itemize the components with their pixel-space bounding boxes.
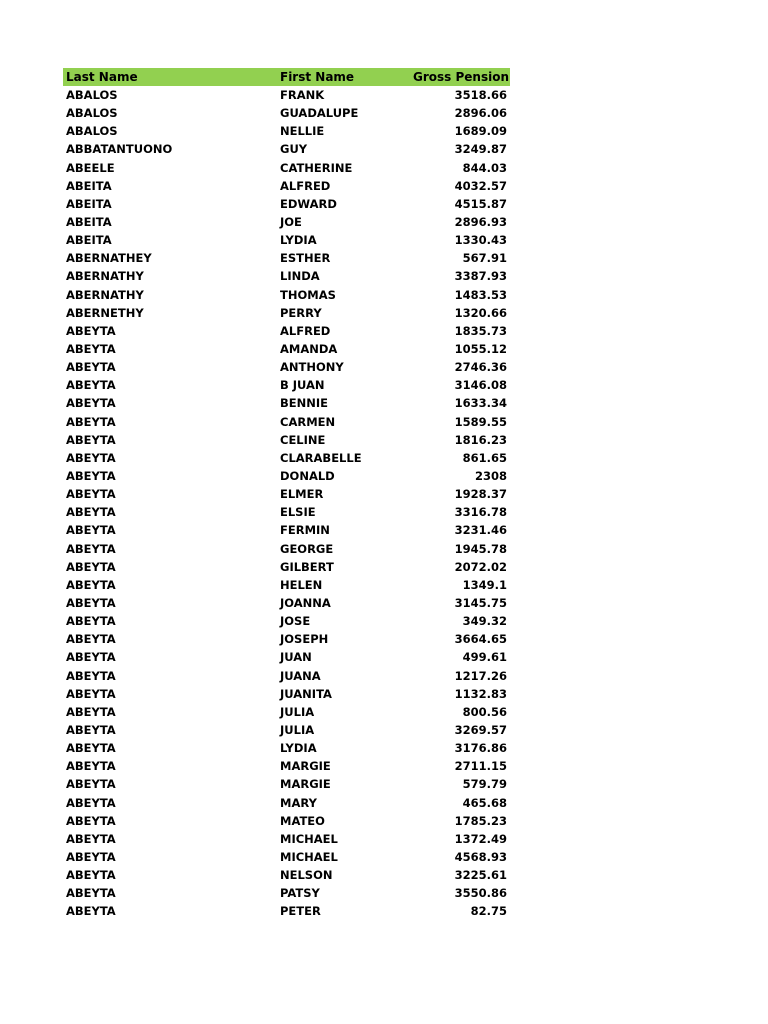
table-row	[63, 376, 510, 394]
gross-pension-cell: 2896.93	[454, 215, 507, 230]
table-row	[63, 394, 510, 412]
gross-pension-cell: 4515.87	[454, 196, 507, 211]
table-row	[63, 703, 510, 721]
last-name-cell: ABEITA	[66, 178, 112, 193]
last-name-cell: ABEYTA	[66, 904, 116, 919]
table-row	[63, 793, 510, 811]
gross-pension-cell: 2072.02	[454, 559, 507, 574]
first-name-cell: JULIA	[280, 704, 315, 719]
first-name-cell: JOSE	[280, 614, 311, 629]
last-name-cell: ABEYTA	[66, 360, 116, 375]
table-row	[63, 267, 510, 285]
first-name-cell: ESTHER	[280, 251, 331, 266]
gross-pension-cell: 499.61	[462, 650, 507, 665]
gross-pension-cell: 844.03	[462, 160, 507, 175]
first-name-cell: HELEN	[280, 577, 323, 592]
gross-pension-cell: 4032.57	[454, 178, 507, 193]
table-row	[63, 667, 510, 685]
first-name-cell: GUY	[280, 142, 308, 157]
first-name-cell: MARY	[280, 795, 317, 810]
table-row	[63, 159, 510, 177]
table-row	[63, 812, 510, 830]
first-name-cell: NELSON	[280, 868, 333, 883]
first-name-cell: GILBERT	[280, 559, 334, 574]
first-name-cell: PATSY	[280, 886, 320, 901]
first-name-cell: EDWARD	[280, 196, 337, 211]
last-name-cell: ABEYTA	[66, 831, 116, 846]
table-row	[63, 322, 510, 340]
last-name-cell: ABEYTA	[66, 686, 116, 701]
gross-pension-cell: 1589.55	[454, 414, 507, 429]
gross-pension-cell: 1689.09	[454, 124, 507, 139]
first-name-cell: CATHERINE	[280, 160, 353, 175]
gross-pension-cell: 3518.66	[454, 88, 507, 103]
last-name-cell: ABEITA	[66, 196, 112, 211]
first-name-cell: ANTHONY	[280, 360, 344, 375]
gross-pension-cell: 1349.1	[462, 577, 507, 592]
last-name-cell: ABERNETHY	[66, 305, 144, 320]
table-row	[63, 231, 510, 249]
first-name-cell: JOANNA	[280, 596, 331, 610]
gross-pension-cell: 3176.86	[454, 741, 507, 756]
first-name-cell: FRANK	[280, 88, 325, 103]
last-name-cell: ABEYTA	[66, 559, 116, 574]
first-name-cell: PETER	[280, 904, 321, 919]
table-row	[63, 576, 510, 594]
first-name-cell: FERMIN	[280, 523, 330, 538]
table-row	[63, 140, 510, 158]
table-row	[63, 630, 510, 648]
last-name-cell: ABEYTA	[66, 323, 116, 338]
gross-pension-cell: 3249.87	[454, 142, 507, 157]
last-name-cell: ABALOS	[66, 124, 118, 139]
gross-pension-cell: 1132.83	[454, 686, 507, 701]
gross-pension-cell: 3145.75	[454, 596, 507, 610]
gross-pension-cell: 3316.78	[454, 505, 507, 520]
first-name-cell: JULIA	[280, 722, 315, 737]
table-header-row	[63, 68, 510, 86]
last-name-cell: ABEYTA	[66, 414, 116, 429]
last-name-cell: ABEYTA	[66, 849, 116, 864]
first-name-cell: ALFRED	[280, 323, 331, 338]
gross-pension-cell: 3231.46	[454, 523, 507, 538]
first-name-cell: LYDIA	[280, 741, 317, 756]
last-name-cell: ABBATANTUONO	[66, 142, 173, 157]
first-name-cell: B JUAN	[280, 378, 325, 393]
gross-pension-cell: 861.65	[462, 450, 507, 465]
table-row	[63, 775, 510, 793]
last-name-cell: ABEYTA	[66, 668, 116, 683]
table-row	[63, 503, 510, 521]
last-name-cell: ABEYTA	[66, 886, 116, 901]
last-name-cell: ABEYTA	[66, 741, 116, 756]
gross-pension-cell: 3387.93	[454, 269, 507, 284]
last-name-cell: ABEYTA	[66, 614, 116, 629]
last-name-cell: ABEYTA	[66, 868, 116, 883]
header-last-name: Last Name	[66, 70, 138, 84]
table-row	[63, 848, 510, 866]
last-name-cell: ABEITA	[66, 215, 112, 230]
last-name-cell: ABEYTA	[66, 596, 116, 610]
gross-pension-cell: 2746.36	[454, 360, 507, 375]
table-row	[63, 431, 510, 449]
first-name-cell: DONALD	[280, 469, 335, 484]
table-row	[63, 249, 510, 267]
last-name-cell: ABEYTA	[66, 505, 116, 520]
table-row	[63, 86, 510, 104]
table-row	[63, 485, 510, 503]
first-name-cell: CLARABELLE	[280, 450, 362, 465]
gross-pension-cell: 3664.65	[454, 632, 507, 647]
last-name-cell: ABEYTA	[66, 342, 116, 357]
gross-pension-cell: 1945.78	[454, 541, 507, 556]
first-name-cell: MICHAEL	[280, 849, 338, 864]
gross-pension-cell: 465.68	[462, 795, 507, 810]
last-name-cell: ABERNATHY	[66, 287, 144, 302]
gross-pension-cell: 3225.61	[454, 868, 507, 883]
gross-pension-cell: 1330.43	[454, 233, 507, 248]
last-name-cell: ABEYTA	[66, 469, 116, 484]
last-name-cell: ABEITA	[66, 233, 112, 248]
last-name-cell: ABEELE	[66, 160, 115, 175]
gross-pension-cell: 1372.49	[454, 831, 507, 846]
gross-pension-cell: 1928.37	[454, 487, 507, 502]
first-name-cell: GUADALUPE	[280, 106, 359, 121]
last-name-cell: ABEYTA	[66, 704, 116, 719]
last-name-cell: ABEYTA	[66, 541, 116, 556]
last-name-cell: ABEYTA	[66, 795, 116, 810]
first-name-cell: JUAN	[280, 650, 312, 665]
last-name-cell: ABEYTA	[66, 450, 116, 465]
table-row	[63, 122, 510, 140]
first-name-cell: MICHAEL	[280, 831, 338, 846]
last-name-cell: ABEYTA	[66, 396, 116, 411]
last-name-cell: ABEYTA	[66, 487, 116, 502]
first-name-cell: LYDIA	[280, 233, 317, 248]
gross-pension-cell: 1217.26	[454, 668, 507, 683]
last-name-cell: ABALOS	[66, 106, 118, 121]
gross-pension-cell: 3550.86	[454, 886, 507, 901]
table-body	[63, 86, 510, 920]
gross-pension-cell: 1633.34	[454, 396, 507, 411]
gross-pension-cell: 1816.23	[454, 432, 507, 447]
first-name-cell: PERRY	[280, 305, 322, 320]
last-name-cell: ABEYTA	[66, 632, 116, 647]
table-row	[63, 521, 510, 539]
gross-pension-cell: 2308	[474, 469, 507, 484]
table-row	[63, 558, 510, 576]
first-name-cell: LINDA	[280, 269, 320, 284]
table-row	[63, 685, 510, 703]
gross-pension-cell: 3269.57	[454, 722, 507, 737]
table-row	[63, 449, 510, 467]
last-name-cell: ABEYTA	[66, 523, 116, 538]
gross-pension-cell: 82.75	[470, 904, 507, 919]
table-row	[63, 902, 510, 920]
table-row	[63, 177, 510, 195]
table-row	[63, 739, 510, 757]
header-first-name: First Name	[280, 70, 355, 84]
table-row	[63, 358, 510, 376]
first-name-cell: MARGIE	[280, 759, 331, 774]
gross-pension-cell: 1483.53	[454, 287, 507, 302]
table-row	[63, 467, 510, 485]
gross-pension-cell: 2711.15	[454, 759, 507, 774]
first-name-cell: JOE	[280, 215, 302, 230]
first-name-cell: ALFRED	[280, 178, 331, 193]
table-row	[63, 195, 510, 213]
first-name-cell: MATEO	[280, 813, 325, 828]
last-name-cell: ABERNATHY	[66, 269, 144, 284]
gross-pension-cell: 1785.23	[454, 813, 507, 828]
last-name-cell: ABEYTA	[66, 759, 116, 774]
first-name-cell: CARMEN	[280, 414, 336, 429]
first-name-cell: THOMAS	[280, 287, 336, 302]
table-row	[63, 648, 510, 666]
table-row	[63, 213, 510, 231]
last-name-cell: ABEYTA	[66, 650, 116, 665]
first-name-cell: JUANITA	[280, 686, 332, 701]
last-name-cell: ABEYTA	[66, 378, 116, 393]
first-name-cell: BENNIE	[280, 396, 329, 411]
last-name-cell: ABEYTA	[66, 813, 116, 828]
table-row	[63, 304, 510, 322]
gross-pension-cell: 4568.93	[454, 849, 507, 864]
gross-pension-cell: 1055.12	[454, 342, 507, 357]
table-row	[63, 594, 510, 612]
table-row	[63, 104, 510, 122]
gross-pension-cell: 1835.73	[454, 323, 507, 338]
table-row	[63, 884, 510, 902]
gross-pension-cell: 2896.06	[454, 106, 507, 121]
last-name-cell: ABEYTA	[66, 432, 116, 447]
first-name-cell: AMANDA	[280, 342, 338, 357]
first-name-cell: NELLIE	[280, 124, 325, 139]
first-name-cell: JUANA	[280, 668, 321, 683]
last-name-cell: ABALOS	[66, 88, 118, 103]
table-row	[63, 866, 510, 884]
table-row	[63, 721, 510, 739]
gross-pension-cell: 567.91	[462, 251, 507, 266]
header-gross-pension: Gross Pension	[413, 70, 509, 84]
last-name-cell: ABEYTA	[66, 577, 116, 592]
last-name-cell: ABEYTA	[66, 722, 116, 737]
table-row	[63, 413, 510, 431]
table-row	[63, 340, 510, 358]
gross-pension-cell: 800.56	[462, 704, 507, 719]
gross-pension-cell: 1320.66	[454, 305, 507, 320]
gross-pension-cell: 3146.08	[454, 378, 507, 393]
gross-pension-cell: 579.79	[462, 777, 507, 792]
table-row	[63, 612, 510, 630]
table-row	[63, 286, 510, 304]
table-row	[63, 757, 510, 775]
first-name-cell: ELMER	[280, 487, 324, 502]
gross-pension-cell: 349.32	[462, 614, 507, 629]
last-name-cell: ABEYTA	[66, 777, 116, 792]
first-name-cell: MARGIE	[280, 777, 331, 792]
table-row	[63, 830, 510, 848]
first-name-cell: CELINE	[280, 432, 326, 447]
pension-table	[63, 68, 510, 920]
last-name-cell: ABERNATHEY	[66, 251, 152, 266]
first-name-cell: ELSIE	[280, 505, 316, 520]
first-name-cell: JOSEPH	[280, 632, 329, 647]
first-name-cell: GEORGE	[280, 541, 334, 556]
table-row	[63, 540, 510, 558]
